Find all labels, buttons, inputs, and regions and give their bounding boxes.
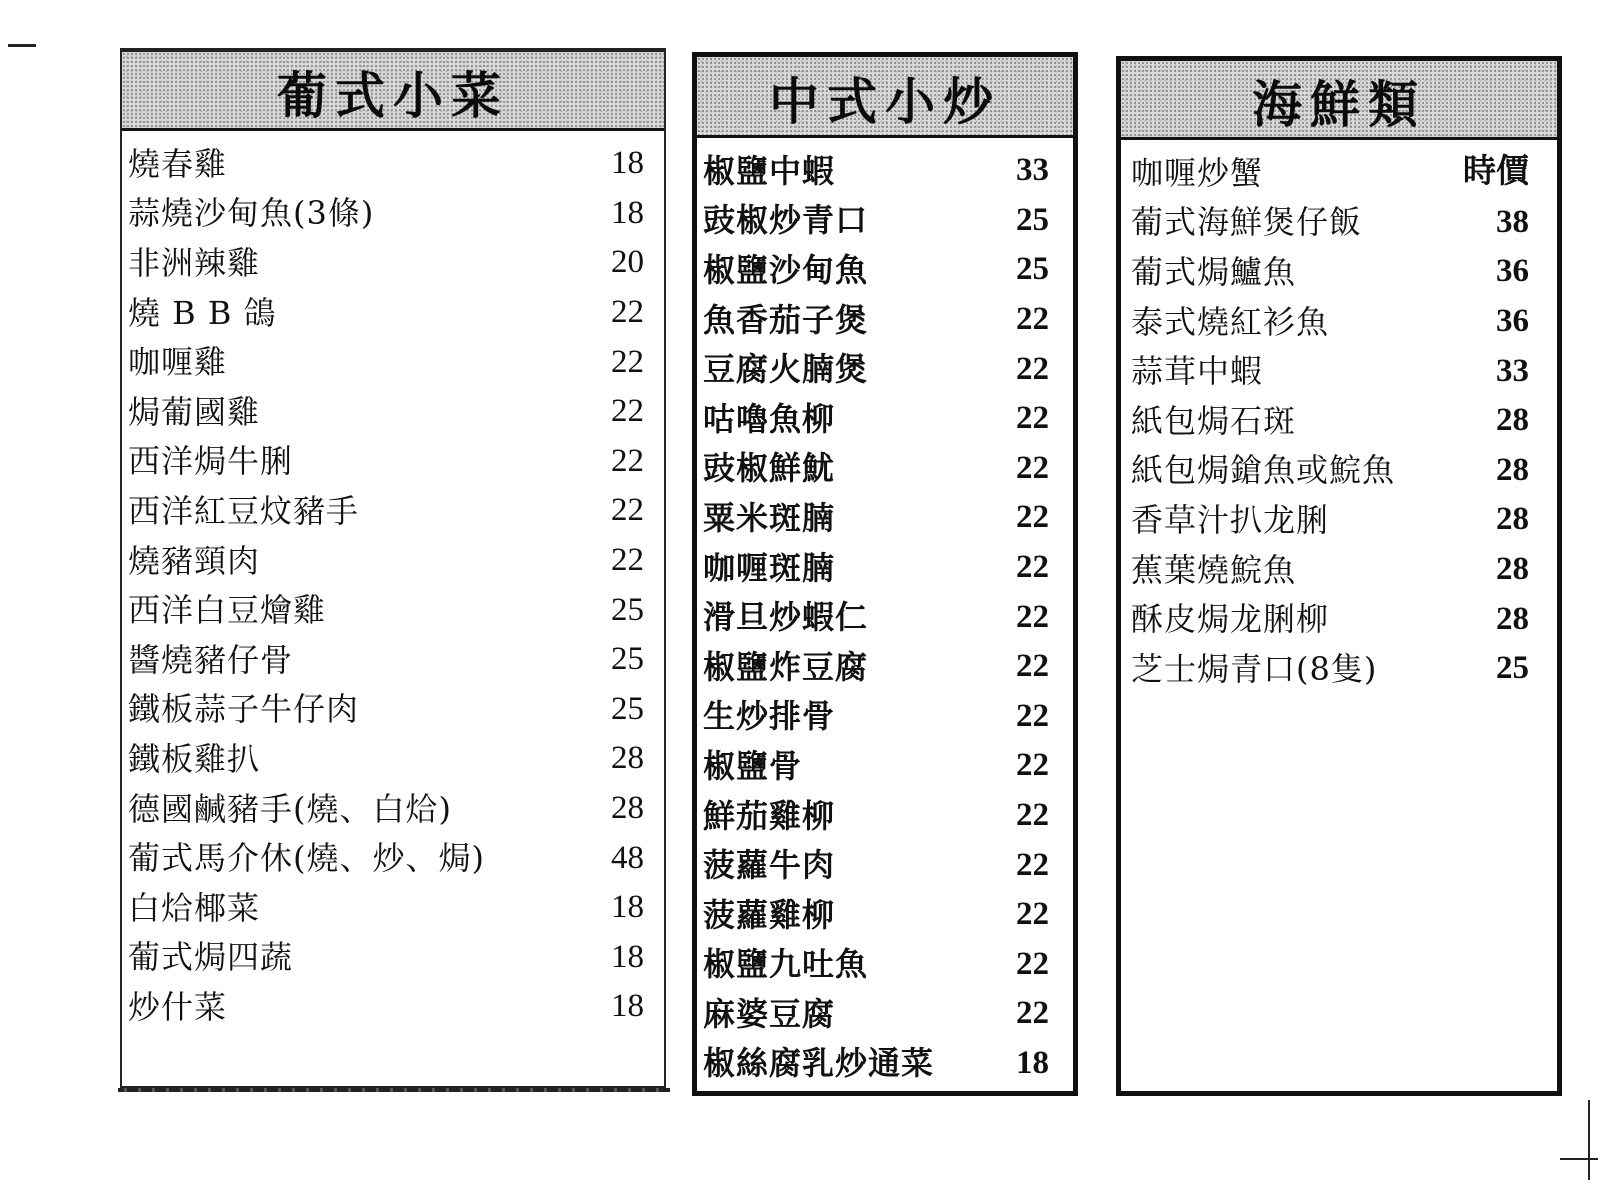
menu-item-name: 焗葡國雞 xyxy=(128,392,261,431)
menu-item-name: 椒鹽中蝦 xyxy=(703,151,836,190)
menu-item-price: 22 xyxy=(611,492,644,529)
menu-item-name: 燒春雞 xyxy=(128,144,228,183)
menu-item-name: 魚香茄子煲 xyxy=(703,300,869,339)
menu-item-name: 菠蘿雞柳 xyxy=(703,895,836,934)
menu-item-price: 22 xyxy=(1016,549,1049,586)
menu-item xyxy=(697,791,1073,841)
menu-item xyxy=(697,1039,1073,1089)
menu-item-price: 22 xyxy=(1016,797,1049,834)
menu-section-portuguese-dishes xyxy=(120,48,666,1088)
menu-item xyxy=(697,196,1073,246)
menu-item xyxy=(1121,198,1557,248)
menu-item xyxy=(1121,545,1557,595)
menu-item-name: 鐵板雞扒 xyxy=(128,739,261,778)
menu-item xyxy=(697,344,1073,394)
menu-item xyxy=(697,840,1073,890)
menu-item-price: 22 xyxy=(611,294,644,331)
menu-item-price: 25 xyxy=(1016,201,1049,238)
menu-item-price: 25 xyxy=(1016,251,1049,288)
menu-item xyxy=(697,692,1073,742)
menu-item-name: 豆腐火腩煲 xyxy=(703,350,869,389)
menu-item-name: 葡式焗四蔬 xyxy=(128,938,294,977)
menu-item xyxy=(122,833,664,883)
menu-item-name: 豉椒炒青口 xyxy=(703,201,869,240)
menu-item-price: 36 xyxy=(1496,303,1529,340)
menu-item-name: 西洋白豆燴雞 xyxy=(128,591,327,630)
menu-item-name: 鮮茄雞柳 xyxy=(703,796,836,835)
section-header xyxy=(697,57,1073,138)
menu-item xyxy=(1121,346,1557,396)
menu-item xyxy=(1121,396,1557,446)
menu-item-price: 時價 xyxy=(1463,154,1529,191)
menu-item-name: 蕉葉燒鯇魚 xyxy=(1131,550,1297,589)
menu-item-price: 22 xyxy=(1016,945,1049,982)
menu-item xyxy=(1121,495,1557,545)
menu-item-name: 蒜燒沙甸魚(3條) xyxy=(128,194,375,233)
menu-item-price: 28 xyxy=(1496,600,1529,637)
menu-item-name: 麻婆豆腐 xyxy=(703,994,836,1033)
menu-item xyxy=(122,387,664,437)
menu-item xyxy=(697,989,1073,1039)
menu-item xyxy=(122,685,664,735)
menu-item-price: 22 xyxy=(1016,896,1049,933)
menu-item-name: 紙包焗鎗魚或鯇魚 xyxy=(1131,451,1396,490)
menu-item-name: 豉椒鮮魷 xyxy=(703,449,836,488)
menu-item-name: 白烚椰菜 xyxy=(128,888,261,927)
menu-section-chinese-stir-fry xyxy=(692,52,1078,1096)
menu-item-name: 咕嚕魚柳 xyxy=(703,399,836,438)
menu-item-name: 非洲辣雞 xyxy=(128,243,261,282)
menu-item-name: 炒什菜 xyxy=(128,987,228,1026)
menu-item-price: 22 xyxy=(611,542,644,579)
menu-item-price: 22 xyxy=(1016,301,1049,338)
section-bottom-rule xyxy=(118,1088,670,1092)
menu-item-name: 西洋紅豆炆豬手 xyxy=(128,491,360,530)
menu-item-price: 22 xyxy=(1016,598,1049,635)
section-header xyxy=(122,52,664,131)
section-header xyxy=(1121,61,1557,140)
menu-item-name: 德國鹹豬手(燒、白烚) xyxy=(128,789,452,828)
menu-item-name: 粟米斑腩 xyxy=(703,498,836,537)
menu-item-price: 28 xyxy=(1496,501,1529,538)
menu-item-name: 葡式馬介休(燒、炒、焗) xyxy=(128,839,485,878)
menu-item-price: 25 xyxy=(1496,650,1529,687)
menu-item xyxy=(122,635,664,685)
menu-item-list xyxy=(697,138,1073,1088)
menu-item-price: 22 xyxy=(1016,648,1049,685)
menu-item xyxy=(122,883,664,933)
menu-item xyxy=(697,940,1073,990)
menu-item-name: 蒜茸中蝦 xyxy=(1131,352,1264,391)
menu-item-price: 18 xyxy=(611,145,644,182)
menu-item xyxy=(122,288,664,338)
menu-item xyxy=(1121,297,1557,347)
menu-item-price: 18 xyxy=(1016,1044,1049,1081)
menu-item xyxy=(122,189,664,239)
menu-item-price: 25 xyxy=(611,641,644,678)
menu-item-price: 22 xyxy=(1016,995,1049,1032)
menu-item-name: 椒鹽骨 xyxy=(703,746,803,785)
menu-item xyxy=(122,982,664,1032)
menu-item xyxy=(122,486,664,536)
menu-item-name: 燒豬頸肉 xyxy=(128,541,261,580)
menu-item-price: 20 xyxy=(611,244,644,281)
menu-item-price: 18 xyxy=(611,889,644,926)
menu-item-price: 22 xyxy=(611,393,644,430)
menu-item xyxy=(697,642,1073,692)
menu-item-price: 28 xyxy=(1496,402,1529,439)
menu-item-price: 48 xyxy=(611,839,644,876)
menu-item-price: 22 xyxy=(1016,499,1049,536)
menu-item-name: 泰式燒紅衫魚 xyxy=(1131,302,1330,341)
menu-item xyxy=(122,784,664,834)
menu-item-name: 椒絲腐乳炒通菜 xyxy=(703,1044,935,1083)
menu-item xyxy=(697,444,1073,494)
menu-item-price: 18 xyxy=(611,194,644,231)
menu-item-name: 椒鹽炸豆腐 xyxy=(703,647,869,686)
menu-item xyxy=(122,139,664,189)
section-title: 葡式小菜 xyxy=(277,66,509,125)
menu-item xyxy=(697,543,1073,593)
menu-item-name: 椒鹽沙甸魚 xyxy=(703,250,869,289)
menu-item xyxy=(122,238,664,288)
menu-item-list xyxy=(1121,140,1557,694)
menu-item xyxy=(122,585,664,635)
menu-item xyxy=(697,295,1073,345)
menu-item-name: 咖喱斑腩 xyxy=(703,548,836,587)
menu-item-name: 葡式海鮮煲仔飯 xyxy=(1131,203,1363,242)
menu-item xyxy=(122,437,664,487)
menu-item-name: 酥皮焗龙脷柳 xyxy=(1131,600,1330,639)
menu-item xyxy=(697,245,1073,295)
menu-item-price: 36 xyxy=(1496,253,1529,290)
menu-item-list xyxy=(122,131,664,1032)
menu-item-price: 18 xyxy=(611,938,644,975)
menu-section-seafood xyxy=(1116,56,1562,1096)
menu-item-price: 22 xyxy=(1016,846,1049,883)
section-title: 中式小炒 xyxy=(769,72,1001,131)
menu-item xyxy=(122,337,664,387)
menu-item-name: 燒 B B 鴿 xyxy=(128,293,277,332)
menu-item xyxy=(697,146,1073,196)
menu-item-price: 22 xyxy=(1016,747,1049,784)
menu-item xyxy=(122,536,664,586)
menu-item-name: 醬燒豬仔骨 xyxy=(128,640,294,679)
menu-item xyxy=(1121,594,1557,644)
menu-item-name: 菠蘿牛肉 xyxy=(703,846,836,885)
menu-item xyxy=(1121,644,1557,694)
section-title: 海鮮類 xyxy=(1252,75,1426,134)
menu-item xyxy=(1121,148,1557,198)
menu-item-price: 22 xyxy=(611,343,644,380)
menu-item-price: 28 xyxy=(611,740,644,777)
menu-item-name: 鐵板蒜子牛仔肉 xyxy=(128,690,360,729)
menu-item-price: 28 xyxy=(1496,451,1529,488)
menu-item xyxy=(697,394,1073,444)
menu-item xyxy=(697,741,1073,791)
menu-item xyxy=(1121,446,1557,496)
menu-item-price: 25 xyxy=(611,690,644,727)
menu-item-name: 滑旦炒蝦仁 xyxy=(703,598,869,637)
menu-item-price: 38 xyxy=(1496,203,1529,240)
menu-item-name: 西洋焗牛脷 xyxy=(128,442,294,481)
menu-item-name: 生炒排骨 xyxy=(703,697,836,736)
scan-mark-left xyxy=(8,44,36,47)
scan-mark-right-vertical xyxy=(1588,1100,1590,1180)
menu-item-price: 28 xyxy=(1496,551,1529,588)
menu-item-name: 香草汁扒龙脷 xyxy=(1131,500,1330,539)
menu-item-name: 葡式焗鱸魚 xyxy=(1131,252,1297,291)
menu-item-price: 22 xyxy=(611,442,644,479)
menu-item-name: 椒鹽九吐魚 xyxy=(703,945,869,984)
menu-item xyxy=(697,493,1073,543)
menu-item-price: 33 xyxy=(1016,152,1049,189)
menu-item-price: 28 xyxy=(611,790,644,827)
menu-item xyxy=(697,592,1073,642)
menu-item-price: 33 xyxy=(1496,352,1529,389)
menu-item-price: 22 xyxy=(1016,350,1049,387)
menu-item-price: 22 xyxy=(1016,400,1049,437)
menu-item xyxy=(697,890,1073,940)
menu-item xyxy=(122,933,664,983)
menu-item-price: 25 xyxy=(611,591,644,628)
scan-mark-right-edge xyxy=(1560,1158,1598,1160)
menu-item xyxy=(1121,247,1557,297)
menu-item-price: 22 xyxy=(1016,449,1049,486)
menu-item-name: 紙包焗石斑 xyxy=(1131,401,1297,440)
menu-item xyxy=(122,734,664,784)
menu-item-name: 芝士焗青口(8隻) xyxy=(1131,649,1378,688)
menu-item-price: 22 xyxy=(1016,697,1049,734)
menu-item-price: 18 xyxy=(611,988,644,1025)
menu-item-name: 咖喱炒蟹 xyxy=(1131,153,1264,192)
menu-item-name: 咖喱雞 xyxy=(128,343,228,382)
